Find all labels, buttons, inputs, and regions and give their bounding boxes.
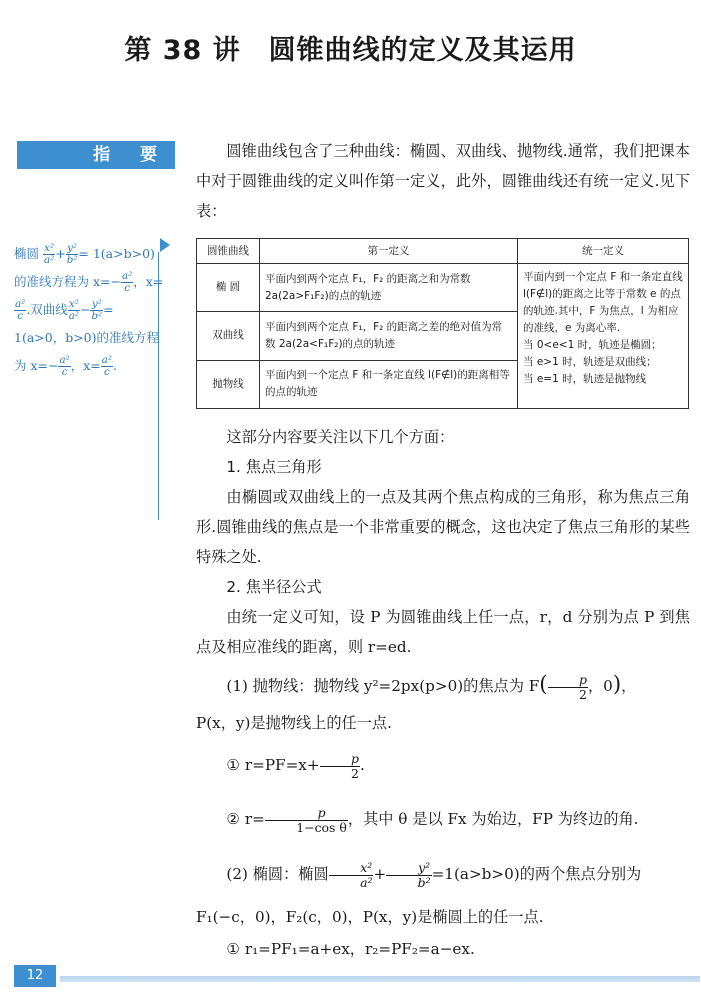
- parabola-point: P(x，y)是抛物线上的任一点.: [196, 714, 392, 732]
- page-number: 12: [14, 965, 56, 987]
- section-body: 由椭圆或双曲线上的一点及其两个焦点构成的三角形，称为焦点三角形.圆锥曲线的焦点是一个非常重要的概念，这也决定了焦点三角形的某些特殊之处.: [196, 488, 690, 566]
- table-cell: 抛物线: [197, 360, 260, 408]
- text: ，0: [587, 677, 613, 695]
- table-cell: 椭 圆: [197, 264, 260, 312]
- ellipse-line: (2) 椭圆：椭圆 $\frac{\text{x²}}{\text{a²}}$ + $\frac{\text{y²}}{\text{b²}}$ =1(a>b>0)的两个焦点分别为: [226, 860, 642, 890]
- parabola-formula: ① r=PF=x+ $\frac{p}{2}$ .: [226, 751, 365, 781]
- sidebar-divider: [158, 252, 159, 520]
- note-text: ，x=: [70, 358, 101, 373]
- sidebar-pointer-icon: [160, 238, 170, 252]
- unified-case: 当 e=1 时，轨迹是抛物线: [523, 373, 647, 385]
- sidebar-note: 椭圆 $\frac{\text{x²}}{\text{a²}}$ + $\frac{\text{y²}}{\text{b²}}$ = 1(a>b>0)的准线方程为 x=− $\frac{\text{a²}}{c}$ ，x= $\frac{\text{a²}}{c}$ .双曲线 $\frac{\text{x²}}{\text{a²}}$ − $\frac{\text{y²}}{\text{b²}}$ = 1(a>0，b>0)的准线方程为 x=− $\frac{\text{a²}}{c}$ ，x= $\frac{\text{a²}}{c}$ .: [14, 242, 164, 378]
- note-text: 椭圆: [14, 246, 40, 261]
- page-title: 第 38 讲 圆锥曲线的定义及其运用: [124, 35, 577, 66]
- note-text: 1(a>b>0)的准线方程为 x=−: [14, 246, 155, 289]
- ellipse-formula: ① r₁=PF₁=a+ex，r₂=PF₂=a−ex.: [226, 940, 475, 958]
- definition-table: [196, 238, 689, 409]
- ellipse-points: F₁(−c，0)，F₂(c，0)，P(x，y)是椭圆上的任一点.: [196, 908, 544, 926]
- unified-definition-cell: [518, 264, 689, 409]
- footer-bar: [60, 976, 700, 982]
- focus-intro: 这部分内容要关注以下几个方面：: [226, 428, 455, 446]
- table-header: 统一定义: [518, 239, 689, 264]
- table-header: 第一定义: [260, 239, 518, 264]
- text: (2) 椭圆：椭圆: [226, 865, 329, 883]
- table-cell: 双曲线: [197, 312, 260, 360]
- intro-paragraph: 圆锥曲线包含了三种曲线：椭圆、双曲线、抛物线.通常，我们把课本中对于圆锥曲线的定义叫作第一定义，此外，圆锥曲线还有统一定义.见下表：: [196, 142, 690, 220]
- unified-case: 当 e>1 时，轨迹是双曲线；: [523, 356, 657, 368]
- text: ① r=PF=x+: [226, 756, 320, 774]
- parabola-formula: ② r= $\frac{p}{\text{1−cos θ}}$ ，其中 θ 是以 Fx 为始边，FP 为终边的角.: [226, 805, 639, 835]
- unified-text: 平面内到一个定点 F 和一条定直线 l(F∉l)的距离之比等于常数 e 的点的轨迹.其中，F 为焦点，l 为相应的准线，e 为离心率.: [523, 271, 683, 334]
- note-text: ，x=: [133, 274, 164, 289]
- note-text: .: [112, 358, 117, 373]
- section-body: 由统一定义可知，设 P 为圆锥曲线上任一点，r，d 分别为点 P 到焦点及相应准线的距离，则 r=ed.: [196, 608, 690, 656]
- text: (1) 抛物线：抛物线 y²=2px(p>0)的焦点为 F: [226, 677, 540, 695]
- table-cell: 平面内到两个定点 F₁，F₂ 的距离之差的绝对值为常数 2a(2a<F₁F₂)的点的轨迹: [260, 312, 518, 360]
- table-cell: 平面内到两个定点 F₁，F₂ 的距离之和为常数 2a(2a>F₁F₂)的点的轨迹: [260, 264, 518, 312]
- table-header: 圆锥曲线: [197, 239, 260, 264]
- parabola-line: (1) 抛物线：抛物线 y²=2px(p>0)的焦点为 F( $\frac{p}{2}$ ，0)，: [226, 672, 637, 702]
- section-tag: 指 要: [17, 141, 175, 169]
- unified-case: 当 0<e<1 时，轨迹是椭圆；: [523, 339, 662, 351]
- table-cell: 平面内到一个定点 F 和一条定直线 l(F∉l)的距离相等的点的轨迹: [260, 360, 518, 408]
- text: ，其中 θ 是以 Fx 为始边，FP 为终边的角.: [347, 810, 639, 828]
- note-text: .双曲线: [26, 302, 68, 317]
- text: =1(a>b>0)的两个焦点分别为: [431, 865, 642, 883]
- text: ② r=: [226, 810, 265, 828]
- note-text: 1(a>0，b>0)的准线方程为 x=−: [14, 330, 160, 373]
- section-heading: 2. 焦半径公式: [226, 578, 322, 596]
- section-heading: 1. 焦点三角形: [226, 458, 322, 476]
